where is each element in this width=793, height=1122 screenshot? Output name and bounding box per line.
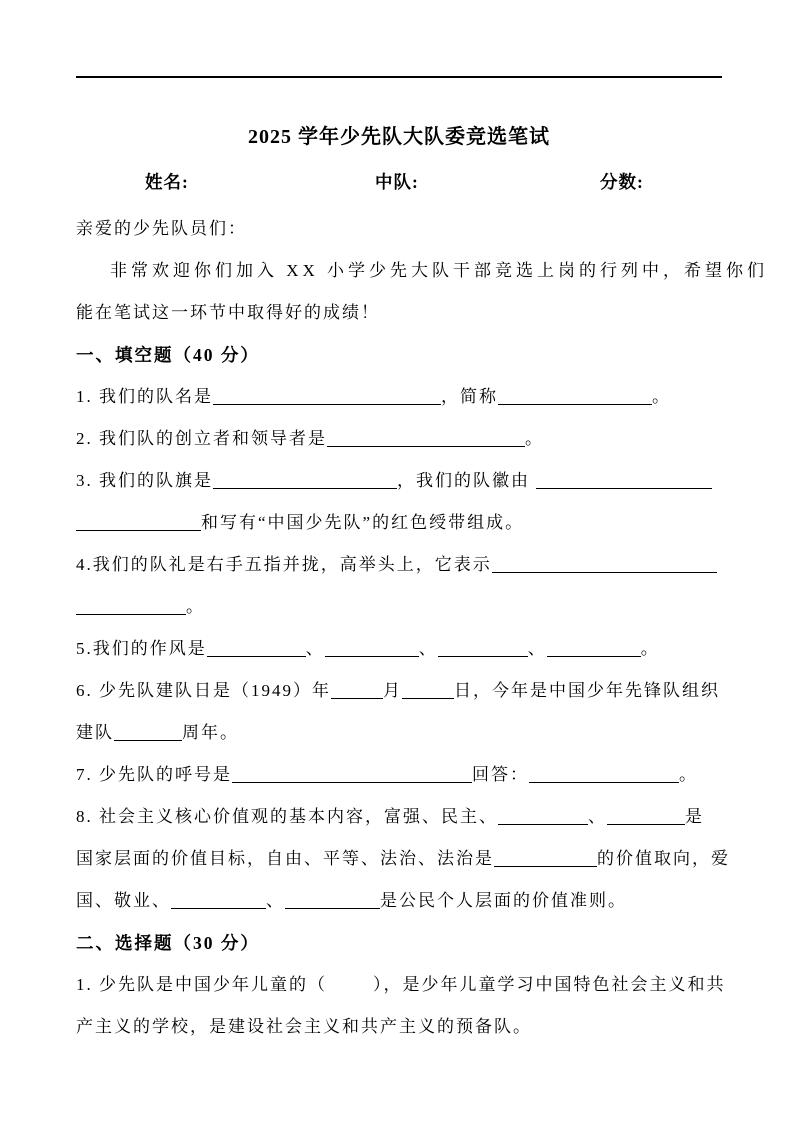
document-line [76, 628, 776, 670]
blank-underline [285, 894, 380, 909]
text-run: 建队 [76, 723, 114, 742]
blank-underline [498, 810, 588, 825]
blank-underline [327, 432, 525, 447]
document-line [76, 796, 776, 838]
blank-underline [213, 390, 441, 405]
text-run: 日，今年是中国少年先锋队组织 [454, 681, 720, 700]
blank-underline [536, 474, 712, 489]
text-run: 6. 少先队建队日是（1949）年 [76, 681, 331, 700]
document-line [76, 418, 776, 460]
text-run: 是公民个人层面的价值准则。 [380, 891, 627, 910]
section-heading [76, 334, 776, 376]
text-run: 1. 少先队是中国少年儿童的（ [76, 975, 327, 994]
name-field-label: 姓名: [145, 172, 189, 192]
text-run: 国家层面的价值目标，自由、平等、法治、法治是 [76, 849, 494, 868]
text-run: 、 [266, 891, 285, 910]
text-run: 的价值取向，爱 [597, 849, 730, 868]
document-line [76, 754, 776, 796]
text-run: 7. 少先队的呼号是 [76, 765, 232, 784]
document-line [76, 502, 776, 544]
text-run: 8. 社会主义核心价值观的基本内容，富强、民主、 [76, 807, 498, 826]
text-run: 。 [640, 639, 660, 658]
text-run: 1. 我们的队名是 [76, 387, 213, 406]
text-run: 、 [527, 639, 547, 658]
header-rule [76, 76, 722, 78]
text-run: 回答： [472, 765, 529, 784]
blank-underline [232, 768, 472, 783]
text-run: 国、敬业、 [76, 891, 171, 910]
info-fields-row [76, 152, 722, 196]
document-line [76, 250, 776, 292]
document-line [76, 208, 776, 250]
blank-underline [76, 600, 186, 615]
text-run: 二、选择题（30 分） [76, 933, 260, 953]
text-run: 、 [418, 639, 438, 658]
blank-underline [492, 558, 717, 573]
text-run: 。 [525, 429, 544, 448]
text-run: 。 [679, 765, 698, 784]
blank-underline [207, 642, 306, 657]
document-line [76, 544, 776, 586]
document-line [76, 880, 776, 922]
text-run: 、 [588, 807, 607, 826]
blank-underline [547, 642, 641, 657]
blank-underline [76, 516, 201, 531]
text-run: 一、填空题（40 分） [76, 345, 260, 365]
document-line [76, 838, 776, 880]
blank-underline [114, 726, 182, 741]
text-run: 。 [186, 597, 205, 616]
text-run: ，我们的队徽由 [397, 471, 537, 490]
text-run: 能在笔试这一环节中取得好的成绩！ [76, 303, 380, 322]
blank-underline [438, 642, 528, 657]
document-line [76, 1006, 776, 1048]
document-line [76, 292, 776, 334]
document-line [76, 586, 776, 628]
section-heading [76, 922, 776, 964]
text-run: 5.我们的作风是 [76, 639, 207, 658]
text-run: 周年。 [182, 723, 239, 742]
blank-underline [402, 684, 454, 699]
text-run: 非常欢迎你们加入 XX 小学少先大队干部竞选上岗的行列中，希望你们 [110, 261, 769, 280]
blank-underline [607, 810, 685, 825]
text-run: 。 [652, 387, 671, 406]
document-line [76, 964, 776, 1006]
document-line [76, 376, 776, 418]
text-run: 是 [685, 807, 704, 826]
text-run: 月 [383, 681, 402, 700]
text-run: 4.我们的队礼是右手五指并拢，高举头上，它表示 [76, 555, 492, 574]
score-field-label: 分数: [600, 172, 644, 192]
blank-underline [171, 894, 266, 909]
blank-underline [498, 390, 652, 405]
text-run: 和写有“中国少先队”的红色绶带组成。 [201, 513, 525, 532]
text-run: 、 [305, 639, 325, 658]
blank-underline [331, 684, 383, 699]
document-line [76, 712, 776, 754]
document-line [76, 670, 776, 712]
text-run: ），是少年儿童学习中国特色社会主义和共 [373, 975, 726, 994]
page-title: 2025 学年少先队大队委竞选笔试 [248, 126, 550, 148]
document-body [76, 208, 776, 1048]
blank-underline [325, 642, 419, 657]
text-run: ，简称 [441, 387, 498, 406]
text-run: 产主义的学校，是建设社会主义和共产主义的预备队。 [76, 1017, 532, 1036]
blank-underline [529, 768, 679, 783]
text-run: 2. 我们队的创立者和领导者是 [76, 429, 327, 448]
squadron-field-label: 中队: [375, 172, 419, 192]
document-line [76, 460, 776, 502]
text-run: 亲爱的少先队员们： [76, 219, 247, 238]
blank-underline [213, 474, 397, 489]
blank-underline [494, 852, 597, 867]
text-run: 3. 我们的队旗是 [76, 471, 213, 490]
